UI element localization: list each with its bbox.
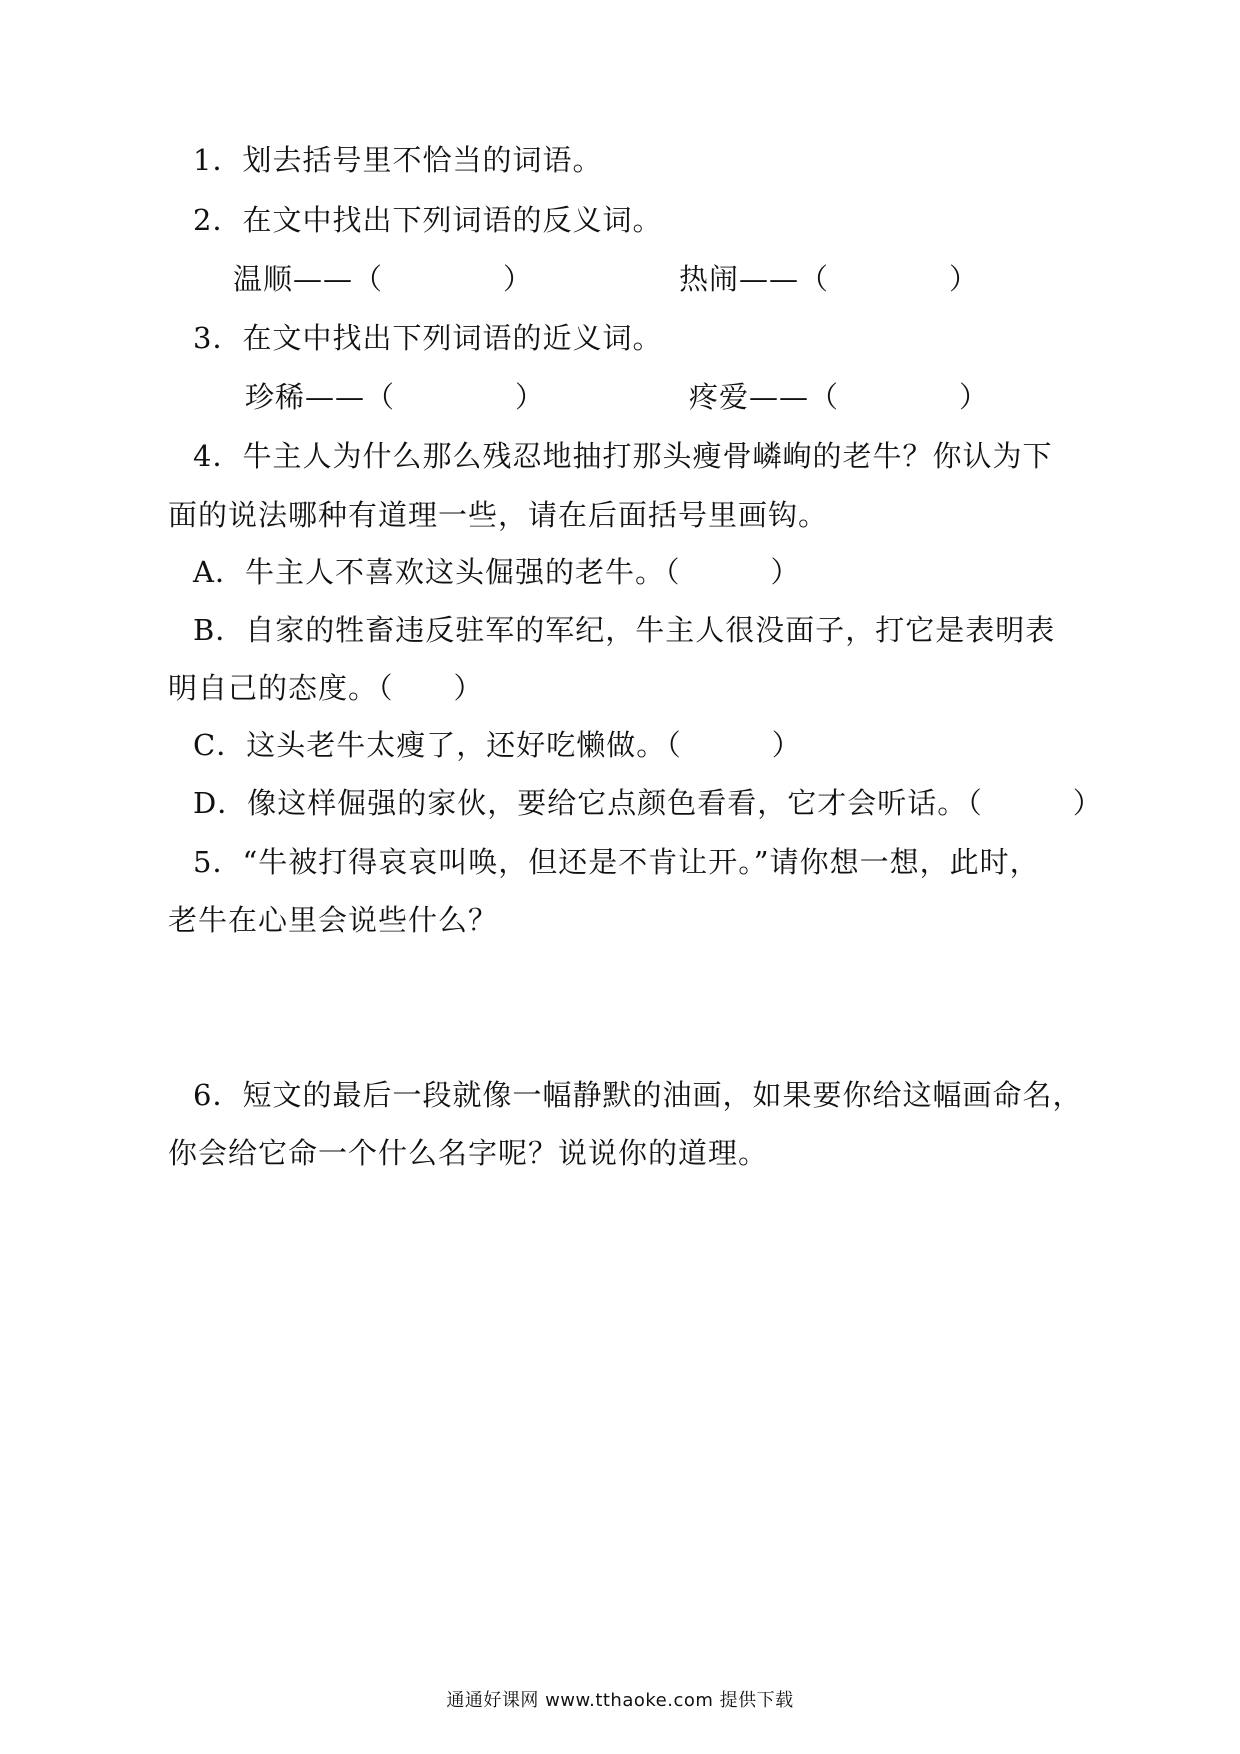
question-4-option-d: D．像这样倔强的家伙，要给它点颜色看看，它才会听话。（ ） <box>193 786 1103 820</box>
question-4-line-2: 面的说法哪种有道理一些，请在后面括号里画钩。 <box>168 498 829 532</box>
question-3-item-a: 珍稀——（ ） <box>245 380 546 414</box>
question-4-option-b-line-2: 明自己的态度。（ ） <box>168 671 484 705</box>
question-2: 2．在文中找出下列词语的反义词。 <box>193 203 663 237</box>
question-6-line-1: 6．短文的最后一段就像一幅静默的油画，如果要你给这幅画命名， <box>193 1078 1083 1112</box>
question-3-item-b: 疼爱——（ ） <box>689 380 990 414</box>
question-2-item-a: 温顺——（ ） <box>233 262 534 296</box>
question-5-line-1: 5．“牛被打得哀哀叫唤，但还是不肯让开。”请你想一想，此时， <box>193 845 1040 879</box>
question-1: 1．划去括号里不恰当的词语。 <box>193 143 603 177</box>
question-4-line-1: 4．牛主人为什么那么残忍地抽打那头瘦骨嶙峋的老牛？你认为下 <box>193 439 1053 473</box>
question-4-option-a: A．牛主人不喜欢这头倔强的老牛。（ ） <box>193 555 801 589</box>
question-4-option-b-line-1: B．自家的牲畜违反驻军的军纪，牛主人很没面子，打它是表明表 <box>193 613 1056 647</box>
question-6-line-2: 你会给它命一个什么名字呢？说说你的道理。 <box>168 1136 769 1170</box>
question-4-option-c: C．这头老牛太瘦了，还好吃懒做。（ ） <box>193 728 802 762</box>
question-2-item-b: 热闹——（ ） <box>679 262 980 296</box>
page-footer: 通通好课网 www.tthaoke.com 提供下载 <box>446 1690 794 1711</box>
question-3: 3．在文中找出下列词语的近义词。 <box>193 321 663 355</box>
question-5-line-2: 老牛在心里会说些什么？ <box>168 903 499 937</box>
